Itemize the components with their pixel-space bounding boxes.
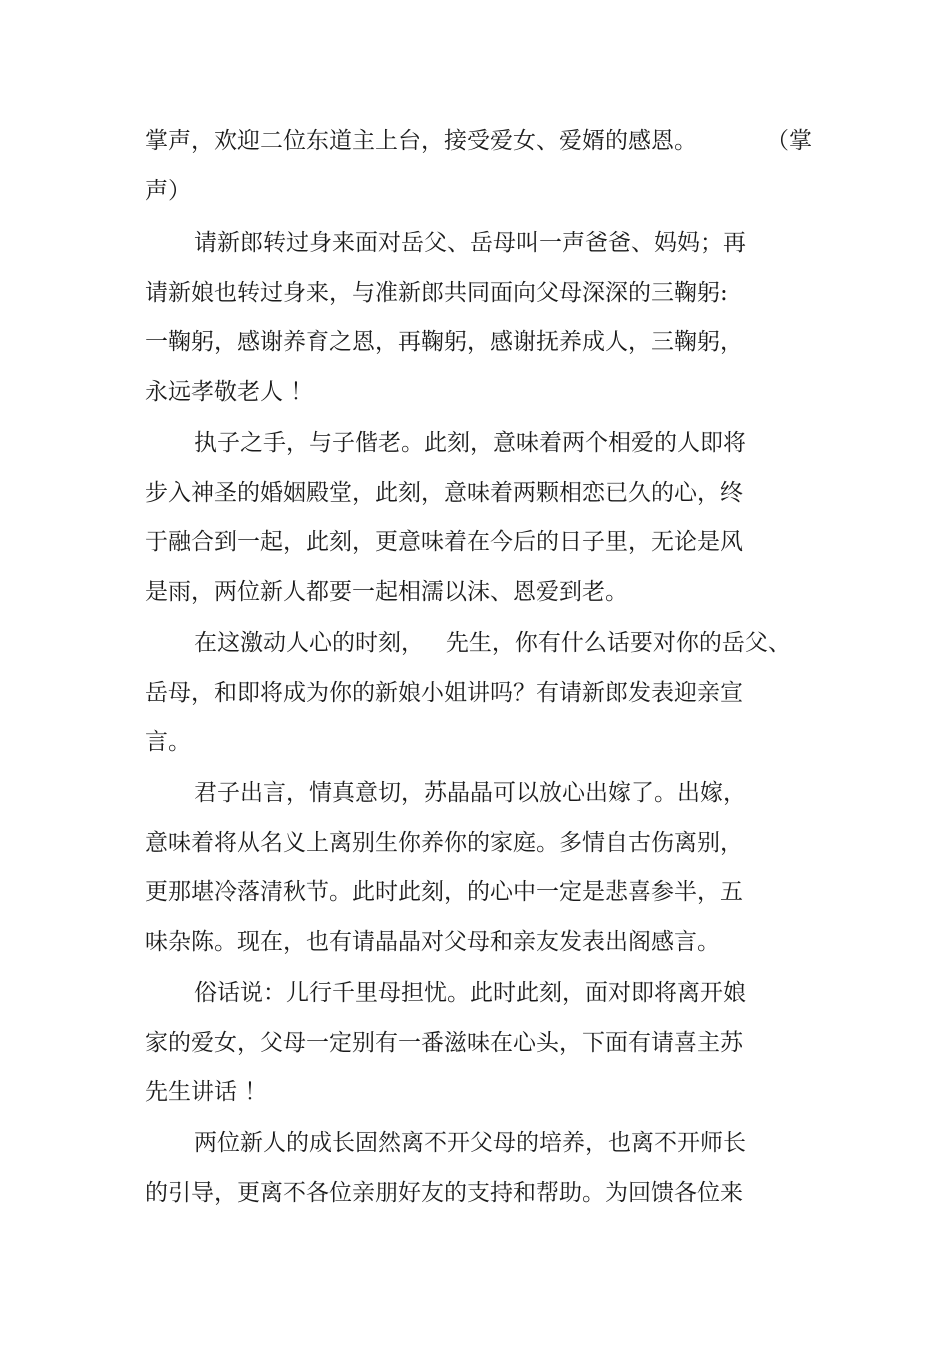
paragraph-6-line-3: 先生讲话 ！ xyxy=(145,1079,268,1105)
paragraph-1-line-1: 掌声，欢迎二位东道主上台，接受爱女、爱婿的感恩。 xyxy=(145,128,697,154)
paragraph-7-line-1: 两位新人的成长固然离不开父母的培养，也离不开师长 xyxy=(194,1130,746,1156)
paragraph-5-line-4: 味杂陈。现在，也有请晶晶对父母和亲友发表出阁感言。 xyxy=(145,929,720,955)
paragraph-7-line-2: 的引导，更离不各位亲朋好友的支持和帮助。为回馈各位来 xyxy=(145,1180,743,1206)
paragraph-6-line-1: 俗话说：儿行千里母担忧。此时此刻，面对即将离开娘 xyxy=(194,980,746,1006)
paragraph-2-line-2: 请新娘也转过身来，与准新郎共同面向父母深深的三鞠躬: xyxy=(145,280,728,306)
paragraph-2-line-1: 请新郎转过身来面对岳父、岳母叫一声爸爸、妈妈；再 xyxy=(194,230,746,256)
paragraph-6-line-2: 家的爱女，父母一定别有一番滋味在心头，下面有请喜主苏 xyxy=(145,1030,743,1056)
paragraph-4-line-3: 言。 xyxy=(145,729,191,755)
paragraph-4-line-2: 岳母，和即将成为你的新娘小姐讲吗？有请新郎发表迎亲宣 xyxy=(145,680,743,706)
paragraph-1-line-2: 声） xyxy=(145,178,191,204)
paragraph-3-line-1: 执子之手，与子偕老。此刻，意味着两个相爱的人即将 xyxy=(194,430,746,456)
paragraph-5-line-3: 更那堪冷落清秋节。此时此刻，的心中一定是悲喜参半，五 xyxy=(145,879,743,905)
paragraph-1-side-note: （掌 xyxy=(766,128,812,154)
paragraph-3-line-4: 是雨，两位新人都要一起相濡以沫、恩爱到老。 xyxy=(145,579,628,605)
paragraph-2-line-4: 永远孝敬老人 ！ xyxy=(145,379,314,405)
paragraph-2-line-3: 一鞠躬，感谢养育之恩，再鞠躬，感谢抚养成人，三鞠躬， xyxy=(145,329,743,355)
paragraph-5-line-1: 君子出言，情真意切，苏晶晶可以放心出嫁了。出嫁， xyxy=(194,780,746,806)
paragraph-5-line-2: 意味着将从名义上离别生你养你的家庭。多情自古伤离别， xyxy=(145,830,743,856)
paragraph-3-line-2: 步入神圣的婚姻殿堂，此刻，意味着两颗相恋已久的心，终 xyxy=(145,480,743,506)
paragraph-3-line-3: 于融合到一起，此刻，更意味着在今后的日子里，无论是风 xyxy=(145,529,743,555)
paragraph-4-line-1: 在这激动人心的时刻， 先生，你有什么话要对你的岳父、 xyxy=(194,630,791,656)
